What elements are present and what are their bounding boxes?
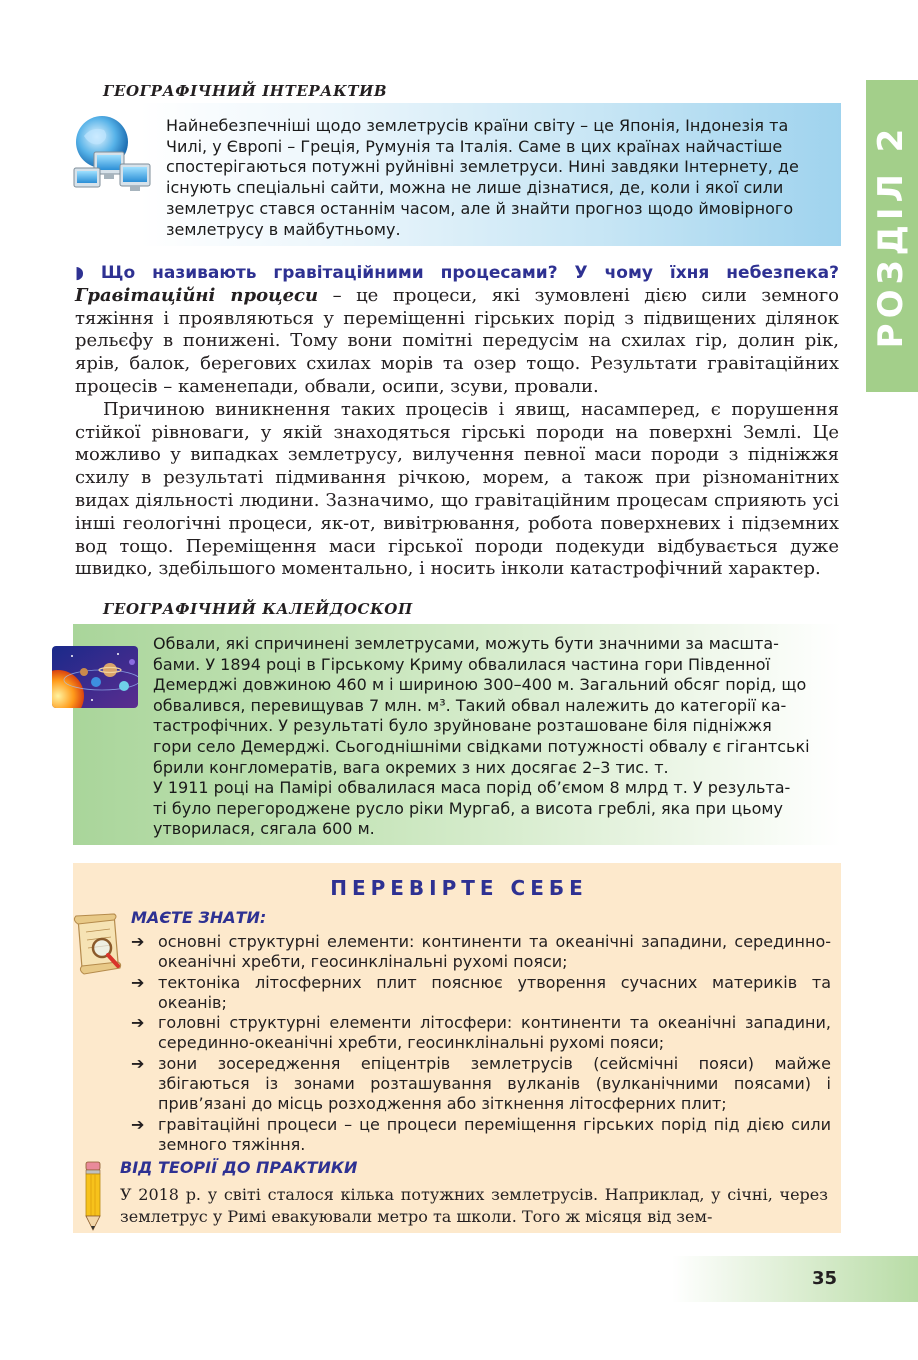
list-item-text: тектоніка літосферних плит пояснює утворення сучасних материків та океанів; (158, 972, 831, 1012)
kaleidoscope-text (153, 634, 817, 840)
interactive-heading: ГЕОГРАФІЧНИЙ ІНТЕРАКТИВ (103, 82, 388, 100)
kaleidoscope-line: бами. У 1894 році в Гірському Криму обвалилася частина гори Південної (153, 654, 771, 674)
list-item (131, 1013, 831, 1054)
list-item (131, 1115, 831, 1156)
kaleidoscope-line: Демерджі довжиною 460 м і шириною 300–400 м. Загальний обсяг порід, що (153, 675, 807, 695)
arrow-right-icon: ➔ (131, 1114, 145, 1134)
question-marker-icon: ◗ (75, 263, 101, 283)
term-gravitational: Гравітаційні процеси (75, 284, 319, 306)
kaleidoscope-line: ті було перегороджене русло ріки Мургаб, а висота греблі, яка при цьому (153, 798, 783, 818)
main-text (75, 262, 839, 581)
interactive-text (166, 116, 816, 240)
section-question: Що називають гравітаційними процесами? У чому їхня небезпека? (100, 263, 839, 283)
list-item (131, 1054, 831, 1115)
paragraph-causes: Причиною виникнення таких процесів і явищ, насамперед, є порушення стійкої рівноваги, у якій знаходяться гірські породи на поверхні Землі. Це можливо у випадках землетрусу, вилучення певної маси породи з підніжжя схилу в результаті підмивання річкою, морем, а також при різноманітних видах діяльності людини. Зазначимо, що гравітаційним процесам сприяють усі інші геологічні процеси, як-от, вивітрювання, робота поверхневих і підземних вод тощо. Переміщення маси гірської породи подекуди відбувається дуже швидко, здебільшого моментально, і носить інколи катастрофічний характер. (75, 398, 839, 580)
kaleidoscope-line: гори село Демерджі. Сьогоднішніми свідками потужності обвалу є гігантські (153, 736, 810, 756)
kaleidoscope-line: брили конгломератів, вага окремих з них досягає 2–3 тис. т. (153, 757, 669, 777)
arrow-right-icon: ➔ (131, 1013, 145, 1033)
interactive-line: існують спеціальні сайти, можна не лише дізнатися, де, коли і якої сили (166, 178, 784, 198)
chapter-tab-label: РОЗДІЛ 2 (871, 123, 911, 349)
list-item-text: гравітаційні процеси – це процеси переміщення гірських порід під дією сили земного тяжіння. (158, 1114, 831, 1154)
arrow-right-icon: ➔ (131, 972, 145, 992)
page-number-band (672, 1256, 918, 1302)
must-know-heading: МАЄТЕ ЗНАТИ: (131, 908, 267, 927)
interactive-line: Найнебезпечніші щодо землетрусів країни світу – це Японія, Індонезія та (166, 116, 789, 135)
kaleidoscope-line: У 1911 році на Памірі обвалилася маса порід об’ємом 8 млрд т. У результа- (153, 778, 791, 798)
kaleidoscope-line: тастрофічних. У результаті було зруйноване розташоване біля підніжжя (153, 716, 772, 736)
must-know-list (131, 932, 831, 1155)
interactive-line: Чилі, у Європі – Греція, Румунія та Італія. Саме в цих країнах найчастіше (166, 136, 783, 156)
check-yourself-title: ПЕРЕВІРТЕ СЕБЕ (330, 876, 588, 900)
arrow-right-icon: ➔ (131, 932, 145, 951)
list-item-text: зони зосередження епіцентрів землетрусів (сейсмічні пояси) майже збігаються із зонами розташування вулканів (вулканічними поясами) і прив’язані до місць розходження або зіткнення літосферних плит; (158, 1053, 831, 1114)
practice-heading: ВІД ТЕОРІЇ ДО ПРАКТИКИ (120, 1158, 358, 1177)
list-item (131, 973, 831, 1014)
solar-system-icon (52, 646, 138, 708)
practice-text: У 2018 р. у світі сталося кілька потужних землетрусів. Наприклад, у січні, через землетрус у Римі евакуювали метро та школи. Того ж місяця від зем- (120, 1185, 828, 1226)
list-item-text: основні структурні елементи: континенти та океанічні западини, серединно-океанічні хребти, геосинклінальні рухомі пояси; (158, 932, 831, 972)
list-item-text: головні структурні елементи літосфери: континенти та океанічні западини, серединно-океанічні хребти, геосинклінальні рухомі пояси; (158, 1013, 831, 1053)
page-number: 35 (812, 1268, 838, 1289)
scroll-magnifier-icon (70, 912, 126, 976)
computers-globe-icon (70, 112, 154, 202)
paragraph-text: – це процеси, які зумовлені дією сили земного тяжіння і проявляються у переміщенні гірських порід з підвищених ділянок рельєфу в понижені. Тому вони помітні передусім на схилах гір, долин рік, ярів, балок, берегових схилах морів та озер тощо. Результати гравітаційних процесів – каменепади, обвали, осипи, зсуви, провали. (75, 284, 839, 397)
interactive-line: спостерігаються потужні руйнівні землетруси. Нині завдяки Інтернету, де (166, 157, 799, 177)
kaleidoscope-line: утворилася, сягала 600 м. (153, 819, 375, 839)
kaleidoscope-line: Обвали, які спричинені землетрусами, можуть бути значними за масшта- (153, 634, 779, 653)
interactive-line: землетрусу в майбутньому. (166, 219, 401, 239)
arrow-right-icon: ➔ (131, 1053, 145, 1073)
list-item (131, 932, 831, 973)
pencil-icon (80, 1160, 106, 1234)
paragraph-gravitational (75, 262, 839, 399)
kaleidoscope-line: обвалився, перевищував 7 млн. м³. Такий обвал належить до категорії ка- (153, 695, 787, 715)
interactive-line: землетрус стався останнім часом, але й знайти прогноз щодо ймовірного (166, 198, 794, 218)
kaleidoscope-heading: ГЕОГРАФІЧНИЙ КАЛЕЙДОСКОП (103, 600, 413, 618)
